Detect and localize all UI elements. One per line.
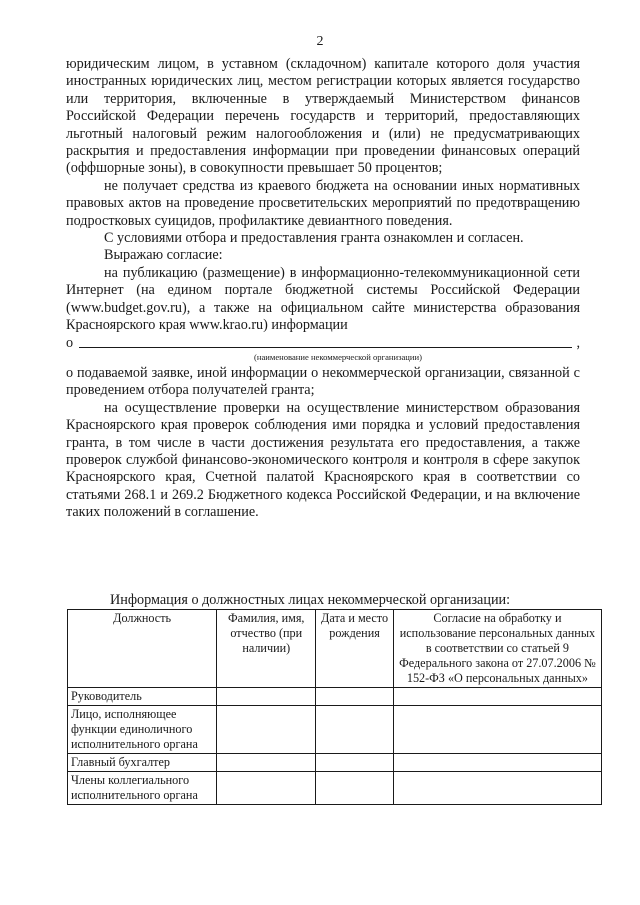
empty-cell [393, 688, 601, 706]
empty-cell [217, 688, 316, 706]
empty-cell [316, 772, 394, 805]
header-birth-date-place: Дата и место рождения [316, 610, 394, 688]
table-header-row [68, 610, 602, 688]
organization-name-blank [66, 335, 580, 352]
header-full-name: Фамилия, имя, отчество (при наличии) [217, 610, 316, 688]
paragraph-inspection-consent: на осуществление проверки на осуществление министерством образования Красноярского края проверок соблюдения ими порядка и условий предоставления гранта, в том числе в части достижения результата его предоставления, а также проверок службой финансово-экономического контроля и контроля в сфере закупок Красноярского края, Счетной палатой Красноярского края в соответствии со статьями 268.1 и 269.2 Бюджетного кодекса Российской Федерации, и на включение таких положений в соглашение. [66, 399, 580, 521]
role-cell: Главный бухгалтер [68, 754, 217, 772]
table-title: Информация о должностных лицах некоммерческой организации: [110, 592, 511, 608]
page-number: 2 [316, 34, 324, 49]
empty-cell [217, 772, 316, 805]
empty-cell [393, 706, 601, 754]
header-personal-data-consent: Согласие на обработку и использование персональных данных в соответствии со статьей 9 Федерального закона от 27.07.2006 № 152-ФЗ «О персональных данных» [393, 610, 601, 688]
paragraph-consent-heading: Выражаю согласие: [104, 247, 223, 264]
empty-cell [393, 754, 601, 772]
empty-cell [316, 688, 394, 706]
blank-prefix: о [66, 334, 74, 351]
fill-in-line [79, 335, 572, 348]
table-row [68, 754, 602, 772]
blank-suffix: , [576, 334, 580, 351]
empty-cell [316, 706, 394, 754]
empty-cell [316, 754, 394, 772]
paragraph-no-other-funding: не получает средства из краевого бюджета на основании иных нормативных правовых актов на проведение просветительских мероприятий по предотвращению подростковых суицидов, профилактике девиантного поведения. [66, 177, 580, 229]
paragraph-offshore-condition: юридическим лицом, в уставном (складочном) капитале которого доля участия иностранных юридических лиц, местом регистрации которых является государство или территория, включенные в утверждаемый Министерством финансов Российской Федерации перечень государств и территорий, предоставляющих льготный налоговый режим налогообложения и (или) не предусматривающих раскрытия и предоставления информации при проведении финансовых операций (оффшорные зоны), в совокупности превышает 50 процентов; [66, 56, 580, 177]
paragraph-application-info: о подаваемой заявке, иной информации о некоммерческой организации, связанной с проведением отбора получателей гранта; [66, 364, 580, 399]
organization-name-caption: (наименование некоммерческой организации) [254, 351, 422, 362]
empty-cell [217, 706, 316, 754]
role-cell: Члены коллегиального исполнительного органа [68, 772, 217, 805]
table-row [68, 772, 602, 805]
role-cell: Руководитель [68, 688, 217, 706]
table-row [68, 688, 602, 706]
officials-table [67, 609, 602, 805]
header-position: Должность [68, 610, 217, 688]
empty-cell [217, 754, 316, 772]
paragraph-conditions-agreement: С условиями отбора и предоставления гранта ознакомлен и согласен. [104, 230, 524, 247]
role-cell: Лицо, исполняющее функции единоличного исполнительного органа [68, 706, 217, 754]
document-body [66, 56, 580, 522]
empty-cell [393, 772, 601, 805]
paragraph-publication-consent: на публикацию (размещение) в информационно-телекоммуникационной сети Интернет (на едином портале бюджетной системы Российской Федерации (www.budget.gov.ru), а также на официальном сайте министерства образования Красноярского края www.krao.ru) информации [66, 264, 580, 334]
table-row [68, 706, 602, 754]
